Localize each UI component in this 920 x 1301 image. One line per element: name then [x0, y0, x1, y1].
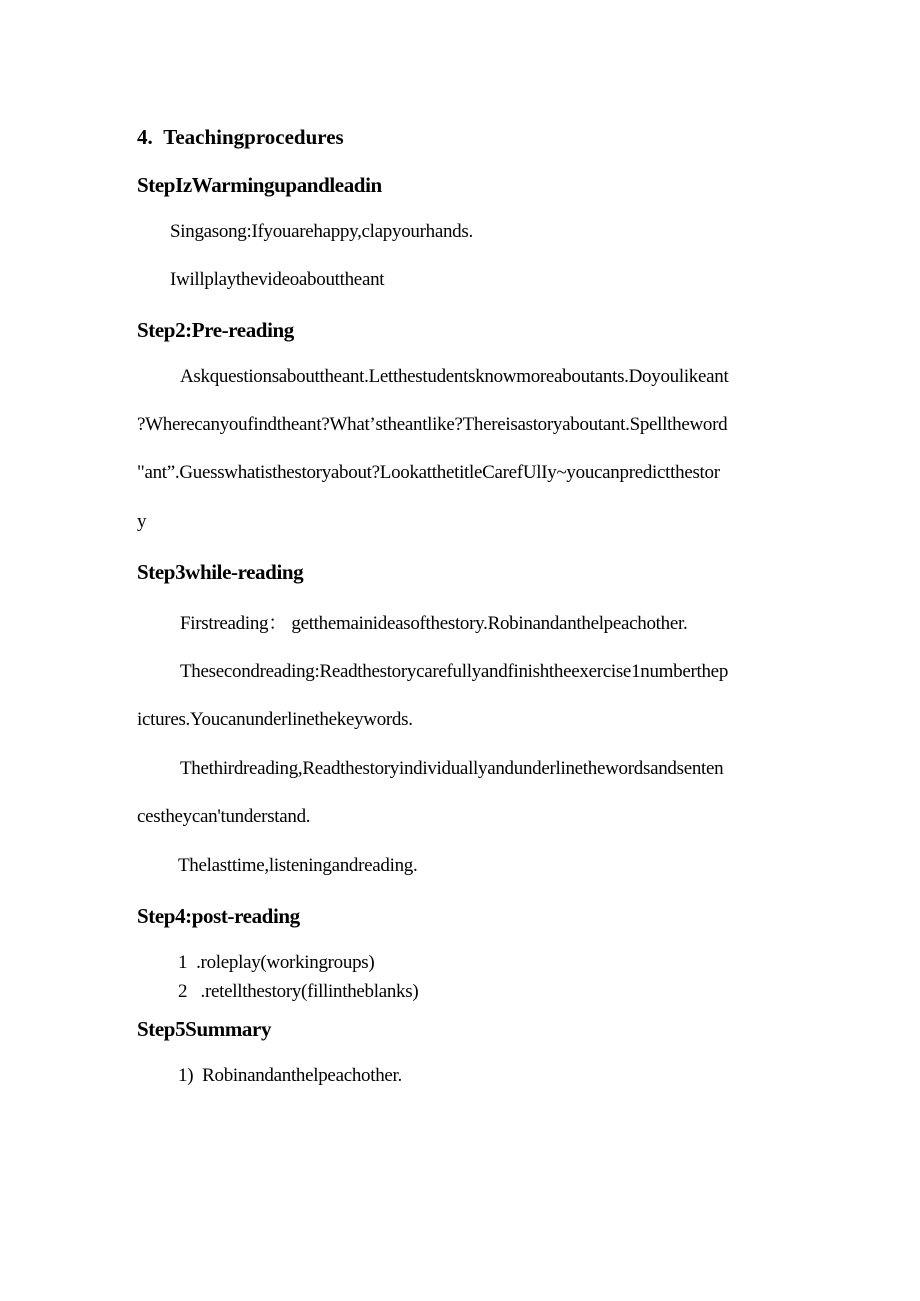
- step2-line-3: "ant”.Guesswhatisthestoryabout?LookatthetitleCarefUlIy~youcanpredictthestor: [137, 462, 720, 483]
- step2-line-2: ?Wherecanyoufindtheant?Whatʼstheantlike?Thereisastoryaboutant.Spelltheword: [137, 414, 728, 435]
- step2-line-1: Askquestionsabouttheant.Letthestudentsknowmoreaboutants.Doyoulikeant: [180, 366, 729, 387]
- step3-line-3: ictures.Youcanunderlinethekeywords.: [137, 709, 413, 730]
- step3-line-6: Thelasttime,listeningandreading.: [178, 855, 418, 876]
- step3-line-5: cestheycan'tunderstand.: [137, 806, 311, 827]
- step5-item-1: 1) Robinandanthelpeachother.: [178, 1065, 402, 1086]
- step2-line-4: y: [137, 511, 147, 532]
- step3-heading: Step3while-reading: [137, 560, 304, 584]
- step4-item-1: 1 .roleplay(workingroups): [178, 952, 375, 973]
- step3-line-2: Thesecondreading:Readthestorycarefullyandfinishtheexercise1numberthep: [180, 661, 729, 682]
- step3-line-4: Thethirdreading,Readthestoryindividuallyandunderlinethewordsandsenten: [180, 758, 724, 779]
- step3-line-1: Firstreading： getthemainideasofthestory.Robinandanthelpeachother.: [180, 613, 688, 634]
- step5-heading: Step5Summary: [137, 1017, 272, 1041]
- step1-line-1: Singasong:Ifyouarehappy,clapyourhands.: [170, 221, 473, 242]
- step4-heading: Step4:post-reading: [137, 904, 300, 928]
- step2-heading: Step2:Pre-reading: [137, 318, 294, 342]
- step1-line-2: Iwillplaythevideoabouttheant: [170, 269, 385, 290]
- step4-item-2: 2 .retellthestory(fillintheblanks): [178, 981, 419, 1002]
- step1-heading: StepIzWarmingupandleadin: [137, 173, 382, 197]
- section-title: 4. Teachingprocedures: [137, 125, 344, 149]
